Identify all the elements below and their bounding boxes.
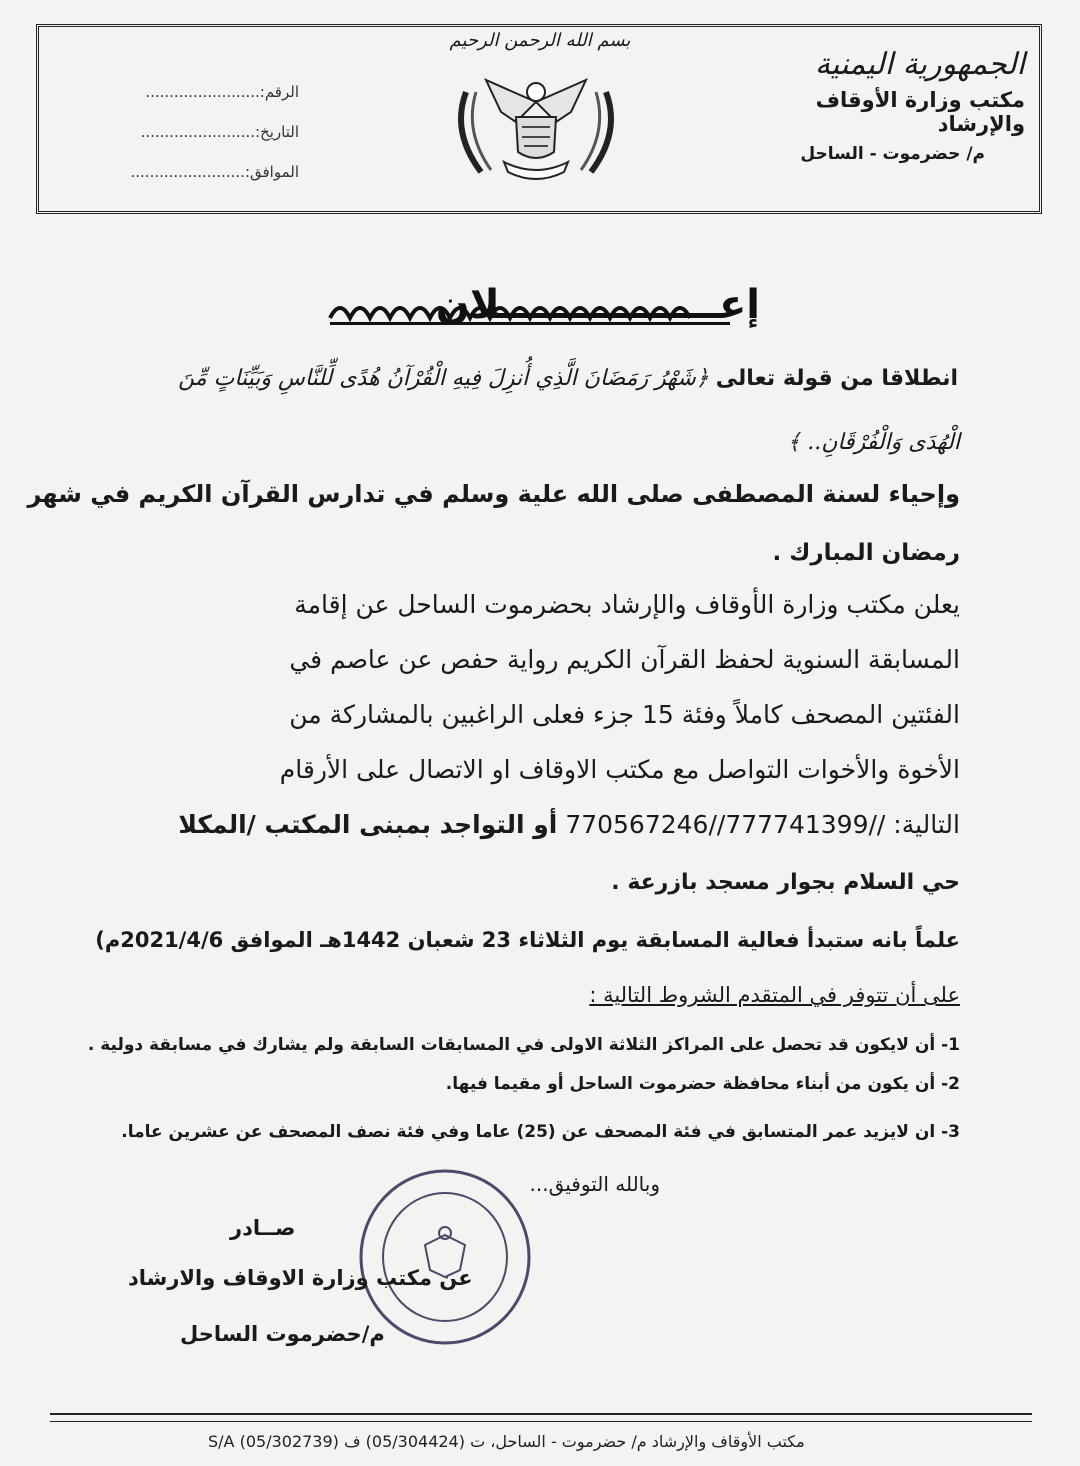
- letterhead-issuer: [725, 47, 1025, 164]
- condition-2: 2- أن يكون من أبناء محافظة حضرموت الساحل أو مقيما فيها.: [445, 1074, 960, 1094]
- body-line-7: الفئتين المصحف كاملاً وفئة 15 جزء فعلى الراغبين بالمشاركة من: [289, 700, 960, 729]
- footer-divider: [50, 1413, 1032, 1422]
- corresponding-field: [79, 163, 299, 181]
- closing-phrase: وبالله التوفيق...: [529, 1172, 660, 1196]
- date-dots: ........................: [140, 123, 255, 141]
- conditions-heading: على أن تتوفر في المتقدم الشروط التالية :: [589, 983, 960, 1007]
- corresponding-dots: ........................: [130, 163, 245, 181]
- signature-line-1: عن مكتب وزارة الاوقاف والارشاد: [128, 1266, 473, 1290]
- corresponding-label: الموافق:: [244, 163, 299, 181]
- date-label: التاريخ:: [255, 123, 299, 141]
- body-line-4: رمضان المبارك .: [772, 540, 960, 566]
- basmala: بسم الله الرحمن الرحيم: [449, 30, 631, 51]
- body-line-5: يعلن مكتب وزارة الأوقاف والإرشاد بحضرموت الساحل عن إقامة: [294, 590, 960, 619]
- condition-3: 3- ان لايزيد عمر المتسابق في فئة المصحف عن (25) عاما وفي فئة نصف المصحف عن عشرين عاما.: [121, 1122, 960, 1142]
- republic-name: الجمهورية اليمنية: [814, 47, 1025, 82]
- footer-contact: مكتب الأوقاف والإرشاد م/ حضرموت - الساحل، ت (05/304424) ف (05/302739) S/A: [208, 1432, 805, 1451]
- office-name: مكتب وزارة الأوقاف والإرشاد: [815, 88, 1025, 136]
- yemen-eagle-emblem-icon: [446, 62, 626, 192]
- body-line-3: وإحياء لسنة المصطفى صلى الله علية وسلم في تدارس القرآن الكريم في شهر: [27, 480, 960, 508]
- body-line-10: حي السلام بجوار مسجد بازرعة .: [611, 870, 960, 895]
- phone-numbers: التالية: //777741399//770567246: [565, 810, 960, 839]
- verse-part-1: ﴿شَهْرُ رَمَضَانَ الَّذِي أُنزِلَ فِيهِ الْقُرْآنُ هُدًى لِّلنَّاسِ وَبَيِّنَاتٍ مِّنَ: [178, 366, 709, 391]
- branch-name: م/ حضرموت - الساحل: [800, 144, 985, 164]
- signature-line-2: م/حضرموت الساحل: [180, 1322, 385, 1346]
- issued-label: صــادر: [230, 1216, 296, 1240]
- body-line-9: [178, 810, 960, 839]
- intro-phrase: انطلاقا من قولة تعالى: [715, 366, 958, 391]
- title-text: إعــــــــــــــــلان: [435, 282, 760, 328]
- announcement-title: [320, 280, 760, 340]
- condition-1: 1- أن لايكون قد تحصل على المراكز الثلاثة الاولى في المسابقات السابقة ولم يشارك في مسابقة دولية .: [87, 1035, 960, 1055]
- office-location: أو التواجد بمبنى المكتب /المكلا: [178, 810, 558, 839]
- number-label: الرقم:: [259, 83, 299, 101]
- body-line-1: [178, 366, 958, 391]
- number-field: [79, 83, 299, 101]
- date-field: [79, 123, 299, 141]
- body-line-6: المسابقة السنوية لحفظ القرآن الكريم رواية حفص عن عاصم في: [289, 645, 960, 674]
- start-date-line: علماً بانه ستبدأ فعالية المسابقة يوم الثلاثاء 23 شعبان 1442هـ الموافق 2021/4/6م): [95, 928, 960, 952]
- verse-part-2: الْهُدَى وَالْفُرْقَانِ.. ﴾: [787, 430, 960, 455]
- number-dots: ........................: [145, 83, 260, 101]
- reference-fields: [79, 83, 299, 203]
- body-line-8: الأخوة والأخوات التواصل مع مكتب الاوقاف او الاتصال على الأرقام: [279, 755, 960, 784]
